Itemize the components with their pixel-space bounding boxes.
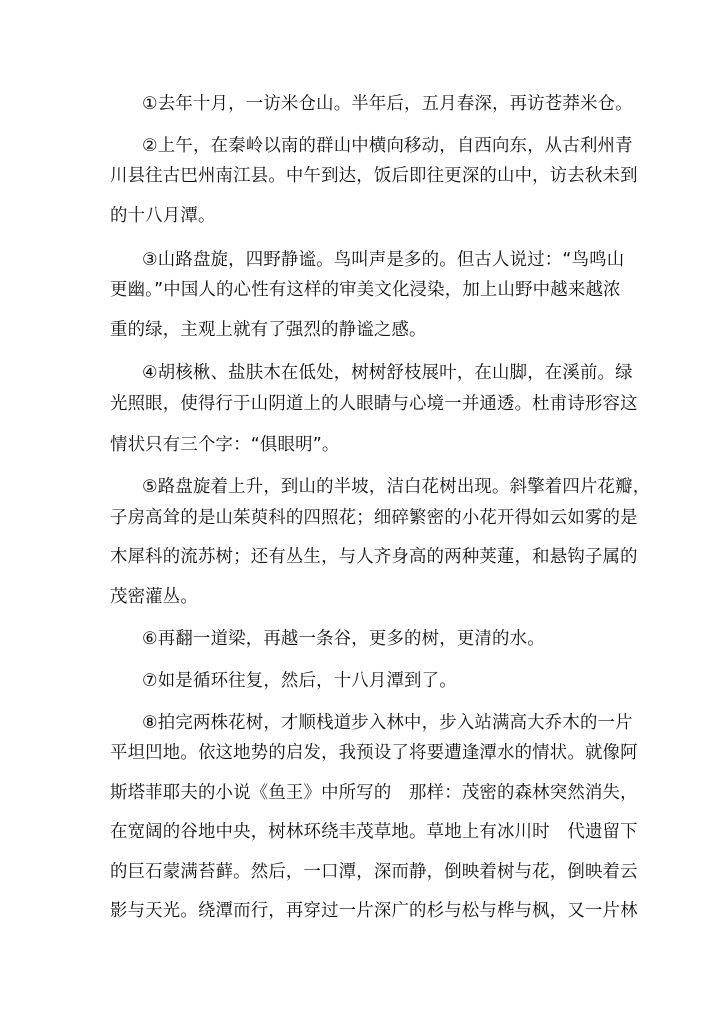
text-line: ⑥再翻一道梁，再越一条谷，更多的树，更清的水。 [142,629,545,649]
text-line: 平坦凹地。依这地势的启发，我预设了将要遭逢潭水的情状。就像阿 [110,743,638,763]
text-line: ③山路盘旋，四野静谧。鸟叫声是多的。但古人说过：“鸟鸣山 [142,250,625,270]
text-line: ④胡核楸、盐肤木在低处，树树舒枝展叶，在山脚，在溪前。绿 [142,363,633,383]
text-line: 茂密灌丛。 [110,587,198,607]
text-line: ⑦如是循环往复，然后，十八月潭到了。 [142,671,457,691]
text-line: 斯塔菲耶夫的小说《鱼王》中所写的 那样：茂密的森林突然消失， [110,783,638,803]
text-line: 情状只有三个字：“俱眼明”。 [110,435,340,455]
text-line: ⑤路盘旋着上升，到山的半坡，洁白花树出现。斜擎着四片花瓣， [142,477,651,497]
text-line: 子房高耸的是山茱萸科的四照花；细碎繁密的小花开得如云如雾的是 [110,508,638,528]
text-line: 更幽。”中国人的心性有这样的审美文化浸染，加上山野中越来越浓 [110,280,621,300]
text-line: 在宽阔的谷地中央，树林环绕丰茂草地。草地上有冰川时 代遗留下 [110,822,638,842]
text-line: 的巨石蒙满苔藓。然后，一口潭，深而静，倒映着树与花，倒映着云 [110,862,638,882]
text-line: 重的绿，主观上就有了强烈的静谧之感。 [110,320,427,340]
text-line: ②上午，在秦岭以南的群山中横向移动，自西向东，从古利州青 [142,136,633,156]
text-line: ①去年十月，一访米仓山。半年后，五月春深，再访苍莽米仓。 [142,94,633,114]
text-line: 的十八月潭。 [110,206,216,226]
text-line: 影与天光。绕潭而行，再穿过一片深广的杉与松与桦与枫，又一片林 [110,901,638,921]
text-line: ⑧拍完两株花树，才顺栈道步入林中，步入站满高大乔木的一片 [142,713,633,733]
text-line: 光照眼，使得行于山阴道上的人眼睛与心境一并通透。杜甫诗形容这 [110,394,638,414]
text-line: 川县往古巴州南江县。中午到达，饭后即往更深的山中，访去秋未到 [110,166,638,186]
text-line: 木犀科的流苏树；还有丛生，与人齐身高的两种荚蓮，和悬钩子属的 [110,547,638,567]
